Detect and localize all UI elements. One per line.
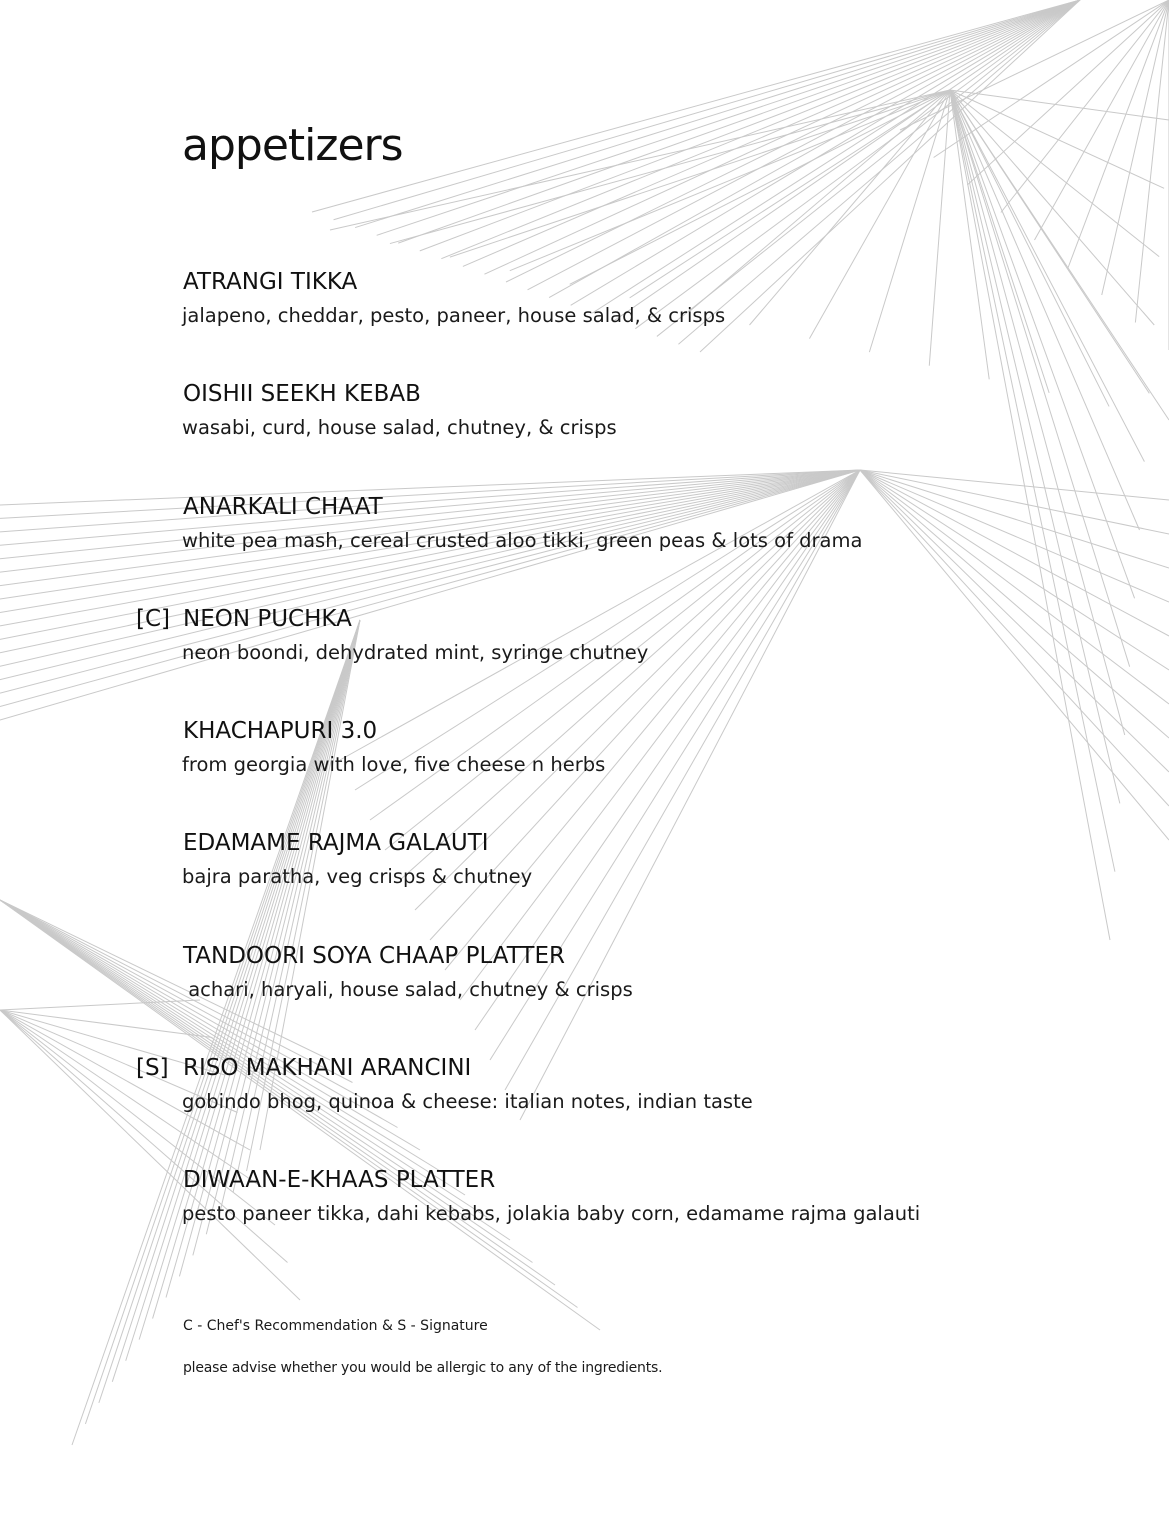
item-description: white pea mash, cereal crusted aloo tikki, green peas & lots of drama bbox=[182, 528, 863, 552]
item-description: bajra paratha, veg crisps & chutney bbox=[182, 865, 533, 889]
item-name: TANDOORI SOYA CHAAP PLATTER bbox=[183, 942, 565, 969]
item-name: ANARKALI CHAAT bbox=[183, 493, 383, 520]
chef-recommendation-marker: [C] bbox=[136, 605, 171, 632]
menu-item bbox=[0, 262, 1169, 374]
allergy-note: please advise whether you would be allergic to any of the ingredients. bbox=[183, 1360, 663, 1376]
item-name: OISHII SEEKH KEBAB bbox=[183, 381, 421, 408]
legend-note: C - Chef's Recommendation & S - Signature bbox=[183, 1318, 488, 1334]
item-name: EDAMAME RAJMA GALAUTI bbox=[183, 830, 489, 857]
menu-item bbox=[0, 1160, 1169, 1272]
item-description: from georgia with love, five cheese n herbs bbox=[182, 753, 606, 777]
page-title: appetizers bbox=[182, 120, 403, 171]
item-description: pesto paneer tikka, dahi kebabs, jolakia baby corn, edamame rajma galauti bbox=[182, 1202, 921, 1226]
item-description: neon boondi, dehydrated mint, syringe chutney bbox=[182, 640, 649, 664]
item-name: ATRANGI TIKKA bbox=[183, 269, 358, 295]
menu-item bbox=[0, 936, 1169, 1048]
item-name: DIWAAN-E-KHAAS PLATTER bbox=[183, 1167, 496, 1194]
menu-item bbox=[0, 487, 1169, 599]
item-name: RISO MAKHANI ARANCINI bbox=[183, 1055, 472, 1082]
item-description: jalapeno, cheddar, pesto, paneer, house salad, & crisps bbox=[182, 304, 726, 327]
menu-item bbox=[0, 1048, 1169, 1160]
menu-list bbox=[0, 262, 1169, 1273]
menu-item bbox=[0, 711, 1169, 823]
item-description: gobindo bhog, quinoa & cheese: italian notes, indian taste bbox=[182, 1090, 753, 1114]
item-name: KHACHAPURI 3.0 bbox=[183, 718, 378, 745]
item-description: wasabi, curd, house salad, chutney, & crisps bbox=[182, 416, 617, 440]
item-name: NEON PUCHKA bbox=[183, 605, 352, 632]
menu-item bbox=[0, 823, 1169, 935]
signature-marker: [S] bbox=[136, 1055, 169, 1082]
menu-item bbox=[0, 374, 1169, 486]
menu-item bbox=[0, 599, 1169, 711]
item-description: achari, haryali, house salad, chutney & crisps bbox=[182, 977, 633, 1001]
